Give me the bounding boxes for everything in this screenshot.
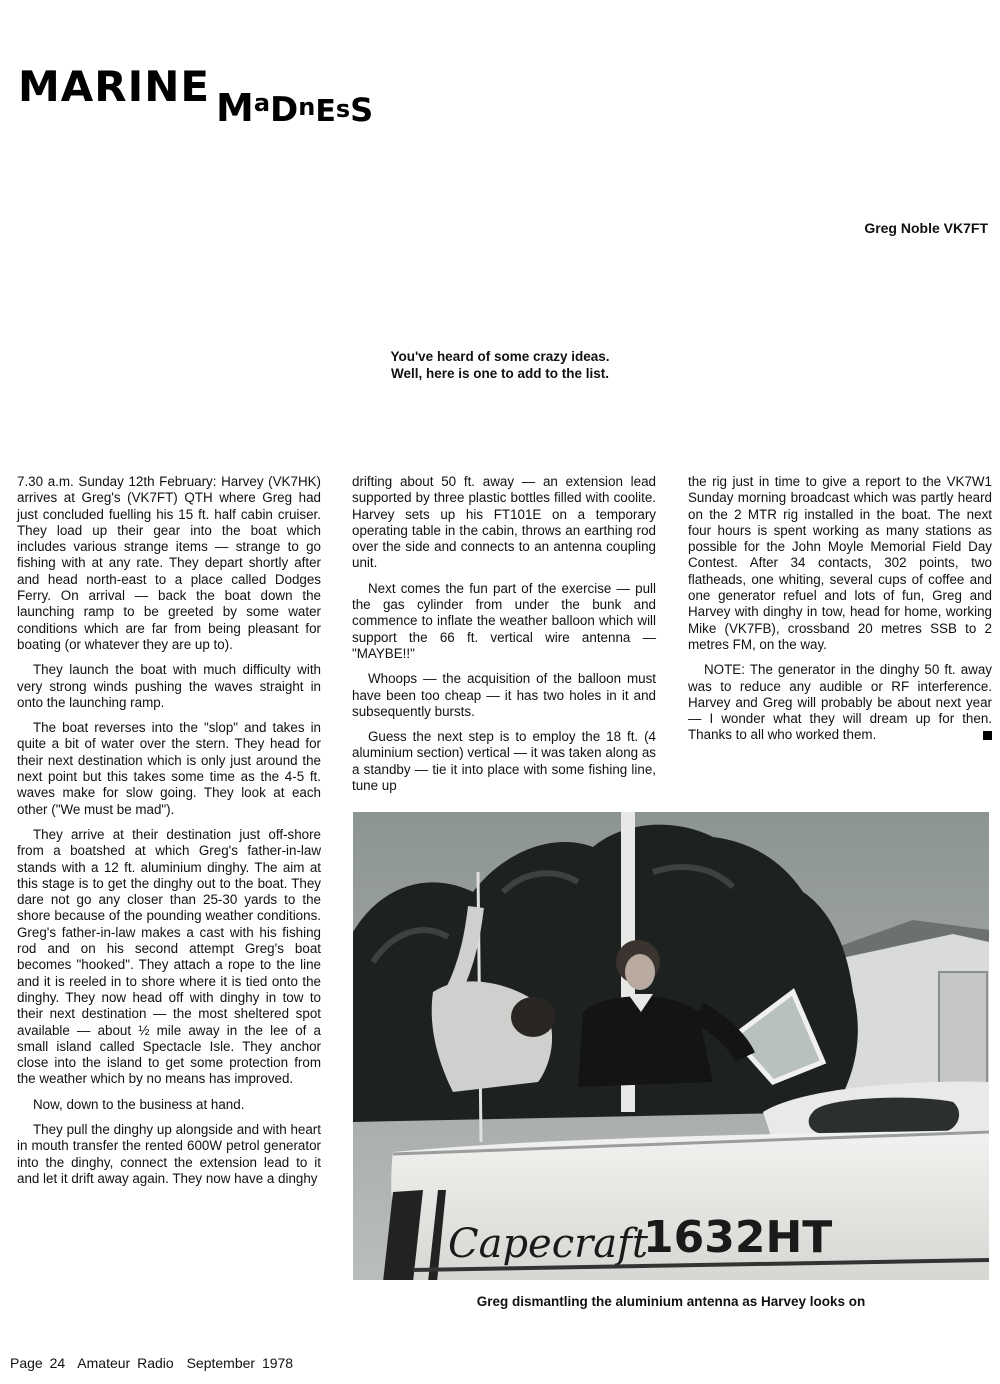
photo-caption: Greg dismantling the aluminium antenna as Harvey looks on: [476, 1294, 866, 1309]
standfirst: [300, 348, 700, 382]
boat-registration-text: 1632HT: [643, 1212, 833, 1263]
page-footer: [10, 1355, 299, 1371]
paragraph: Next comes the fun part of the exercise — pull the gas cylinder from under the bunk and commence to inflate the weather balloon which will support the 66 ft. vertical wire antenna — "MAYBE!!": [352, 580, 656, 661]
title-letter: s: [335, 95, 351, 123]
photo-illustration: [353, 812, 989, 1280]
footer-date: September 1978: [186, 1355, 294, 1371]
article-column-1: [17, 474, 321, 1196]
title-madness: [216, 86, 373, 130]
title-letter: E: [315, 94, 336, 129]
footer-page-number: Page 24: [10, 1355, 66, 1371]
title-letter: M: [216, 86, 254, 130]
title-marine: MARINE: [18, 62, 211, 111]
paragraph: Whoops — the acquisition of the balloon must have been too cheap — it has two holes in it and subsequently bursts.: [352, 671, 656, 719]
author-byline: Greg Noble VK7FT: [864, 220, 988, 236]
end-mark-icon: [983, 731, 992, 740]
paragraph: They pull the dinghy up alongside and with heart in mouth transfer the rented 600W petrol generator into the dinghy, connect the extension lead to it and let it drift away again. They now have a dinghy: [17, 1121, 321, 1186]
paragraph: the rig just in time to give a report to the VK7W1 Sunday morning broadcast which was partly heard on the 2 MTR rig installed in the boat. The next four hours is spent working as many stations as possible for the John Moyle Memorial Field Day Contest. After 34 contacts, 302 points, two flatheads, one whiting, several cups of coffee and one generator refuel and lots of fun, Greg and Harvey with dinghy in tow, head for home, working Mike (VK7FB), crossband 20 metres SSB to 2 metres FM, on the way.: [688, 474, 992, 652]
title-letter: S: [350, 91, 374, 129]
paragraph: Now, down to the business at hand.: [33, 1096, 245, 1112]
standfirst-line: Well, here is one to add to the list.: [390, 366, 610, 381]
paragraph: 7.30 a.m. Sunday 12th February: Harvey (VK7HK) arrives at Greg's (VK7FT) QTH where Greg had just concluded fuelling his 15 ft. half cabin cruiser. They load up their gear into the boat which includes various strange items — strange to go fishing with at any rate. They depart shortly after and head north-east to a place called Dodges Ferry. On arrival — back the boat down the launching ramp to be greeted by some water conditions which are far from being pleasant for boating (or whatever they are up to).: [17, 474, 321, 652]
paragraph: drifting about 50 ft. away — an extension lead supported by three plastic bottles filled with coolite. Harvey sets up his FT101E on a temporary operating table in the cabin, throws an earthing rod over the side and connects to an antenna coupling unit.: [352, 474, 656, 571]
paragraph: The boat reverses into the "slop" and takes in quite a bit of water over the stern. They head for their next destination which is only just around the next point but this takes some time as the 4-5 ft. waves make for slow going. They look at each other ("We must be mad").: [17, 720, 321, 817]
standfirst-line: You've heard of some crazy ideas.: [390, 349, 610, 364]
title-letter: a: [253, 89, 271, 117]
paragraph-text: NOTE: The generator in the dinghy 50 ft. away was to reduce any audible or RF interference. Harvey and Greg will probably be about next year — I wonder what they will dream up for then. Thanks to all who worked them.: [688, 662, 992, 743]
paragraph: They arrive at their destination just off-shore from a boatshed at which Greg's father-in-law stands with a 12 ft. aluminium dinghy. The aim at this stage is to get the dinghy out to the boat. They dare not go any closer than 25-30 yards to the shore because of the pounding weather conditions. Greg's father-in-law makes a cast with his fishing rod and on his second attempt Greg's boat becomes "hooked". They attach a rope to the line and it is reeled in to shore where it is tied onto the dinghy. They now head off with dinghy in tow to their next destination — the most sheltered spot available — about ½ mile away in the lee of a small island called Spectacle Isle. They anchor close into the island to get some protection from the weather which by no means has improved.: [17, 826, 321, 1087]
article-column-2: [352, 474, 656, 803]
boat-name-text: Capecraft: [448, 1221, 648, 1267]
title-letter: D: [270, 90, 299, 130]
paragraph: [688, 662, 992, 743]
paragraph: Guess the next step is to employ the 18 ft. (4 aluminium section) vertical — it was taken along as a standby — tie it into place with some fishing line, tune up: [352, 729, 656, 794]
footer-magazine: Amateur Radio: [77, 1355, 174, 1371]
title-letter: n: [298, 93, 316, 121]
article-photo: [353, 812, 989, 1280]
paragraph: They launch the boat with much difficulty with very strong winds pushing the waves straight in onto the launching ramp.: [17, 662, 321, 710]
article-column-3: [688, 474, 992, 753]
